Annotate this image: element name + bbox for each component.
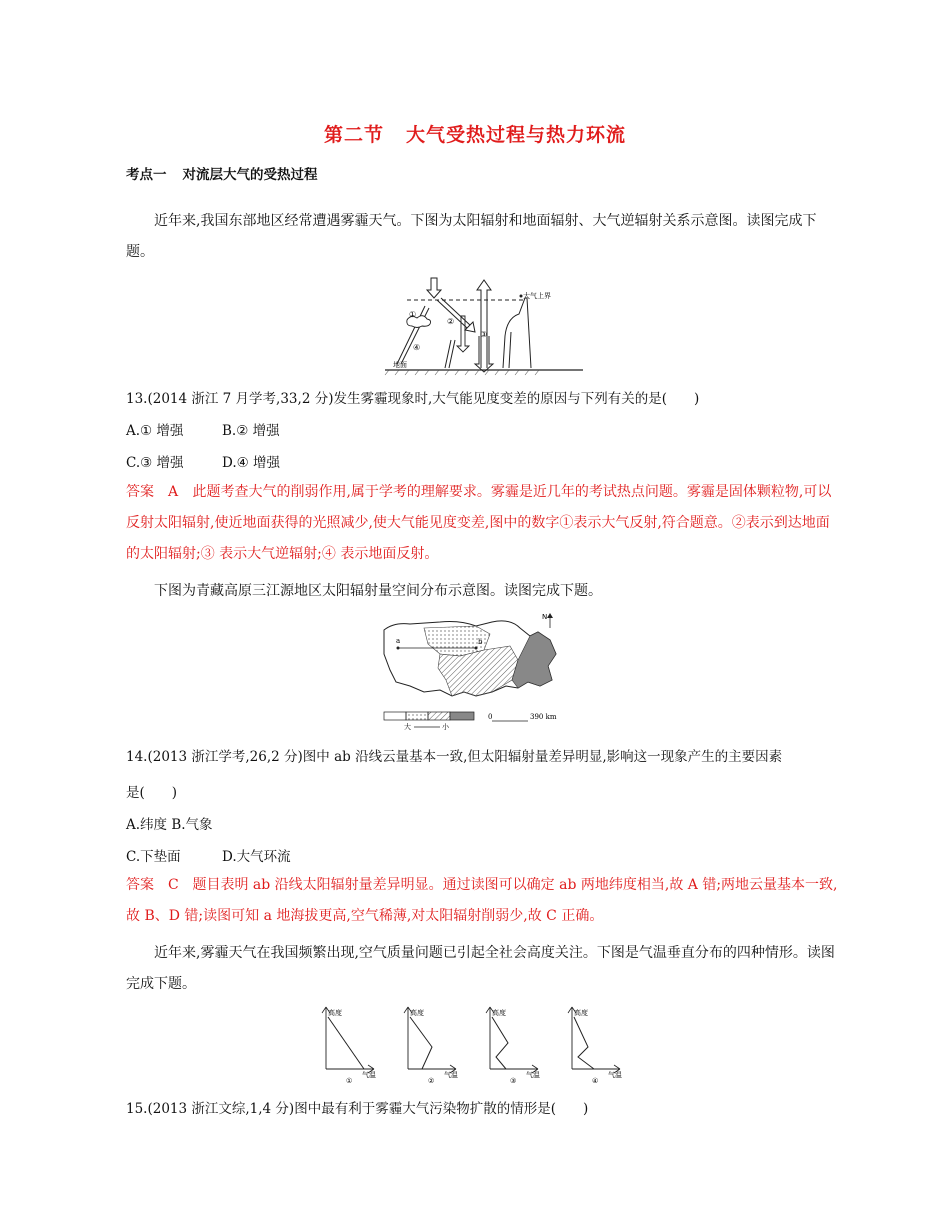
marker-2: ② <box>447 317 455 326</box>
svg-text:气温: 气温 <box>526 1071 540 1079</box>
svg-text:气温: 气温 <box>444 1071 458 1079</box>
svg-text:④: ④ <box>592 1077 599 1085</box>
q14-stem-2: 是( ) <box>126 785 178 801</box>
q14-stem-1: 14.(2013 浙江学考,26,2 分)图中 ab 沿线云量基本一致,但太阳辐射量差异明显,影响这一现象产生的主要因素 <box>126 749 783 765</box>
point-a: a <box>396 637 401 645</box>
north-label: N <box>542 613 548 621</box>
intro-paragraph-3: 近年来,雾霾天气在我国频繁出现,空气质量问题已引起全社会高度关注。下图是气温垂直分布的四种情形。读图完成下题。 <box>126 945 835 992</box>
q13-stem: 13.(2014 浙江 7 月学考,33,2 分)发生雾霾现象时,大气能见度变差的原因与下列有关的是( ) <box>126 391 700 407</box>
profile-panel-2 <box>404 1007 458 1085</box>
marker-3: ③ <box>480 330 488 339</box>
profile-panel-3 <box>486 1007 540 1085</box>
marker-4: ④ <box>413 343 421 352</box>
svg-text:②: ② <box>428 1077 435 1085</box>
q13-options-cd: C.③ 增强 D.④ 增强 <box>126 455 281 471</box>
scale-zero: 0 <box>488 713 493 721</box>
svg-text:高度: 高度 <box>574 1009 588 1017</box>
svg-text:高度: 高度 <box>328 1009 342 1017</box>
svg-text:③: ③ <box>510 1077 517 1085</box>
radiation-diagram <box>385 276 585 376</box>
marker-1: ① <box>409 310 417 319</box>
svg-text:气温: 气温 <box>362 1071 376 1079</box>
atmosphere-top-label: 大气上界 <box>523 292 551 300</box>
q14-options-ab: A.纬度 B.气象 <box>126 817 213 833</box>
q13-answer: 答案 A 此题考查大气的削弱作用,属于学考的理解要求。雾霾是近几年的考试热点问题。雾霾是固体颗粒物,可以反射太阳辐射,使近地面获得的光照减少,使大气能见度变差,图中的数字①表示大气反射,符合题意。②表示到达地面的太阳辐射;③ 表示大气逆辐射;④ 表示地面反射。 <box>126 484 832 562</box>
q14-answer: 答案 C 题目表明 ab 沿线太阳辐射量差异明显。通过读图可以确定 ab 两地纬度相当,故 A 错;两地云量基本一致,故 B、D 错;读图可知 a 地海拔更高,空气稀薄,对太阳辐射削弱少,故 C 正确。 <box>126 877 838 924</box>
svg-text:高度: 高度 <box>410 1009 424 1017</box>
ground-label: 地面 <box>393 361 407 369</box>
legend-big: 大 <box>404 723 411 731</box>
point-b: b <box>478 638 483 646</box>
intro-paragraph-1: 近年来,我国东部地区经常遭遇雾霾天气。下图为太阳辐射和地面辐射、大气逆辐射关系示意图。读图完成下题。 <box>126 213 817 260</box>
q14-options-cd: C.下垫面 D.大气环流 <box>126 849 291 865</box>
svg-text:①: ① <box>346 1077 353 1085</box>
kaodian-heading: 考点一 对流层大气的受热过程 <box>126 167 318 183</box>
scale-distance: 390 km <box>530 713 557 721</box>
temperature-profiles <box>318 1003 634 1085</box>
q13-options-ab: A.① 增强 B.② 增强 <box>126 423 280 439</box>
profile-panel-4 <box>568 1007 622 1085</box>
profile-panel-1 <box>322 1007 376 1085</box>
section-title: 第二节 大气受热过程与热力环流 <box>323 124 627 146</box>
solar-radiation-map <box>380 610 580 731</box>
legend-small: 小 <box>442 723 449 731</box>
svg-text:气温: 气温 <box>608 1071 622 1079</box>
q15-stem: 15.(2013 浙江文综,1,4 分)图中最有利于雾霾大气污染物扩散的情形是( ) <box>126 1101 589 1117</box>
intro-paragraph-2: 下图为青藏高原三江源地区太阳辐射量空间分布示意图。读图完成下题。 <box>154 583 602 599</box>
svg-text:高度: 高度 <box>492 1009 506 1017</box>
